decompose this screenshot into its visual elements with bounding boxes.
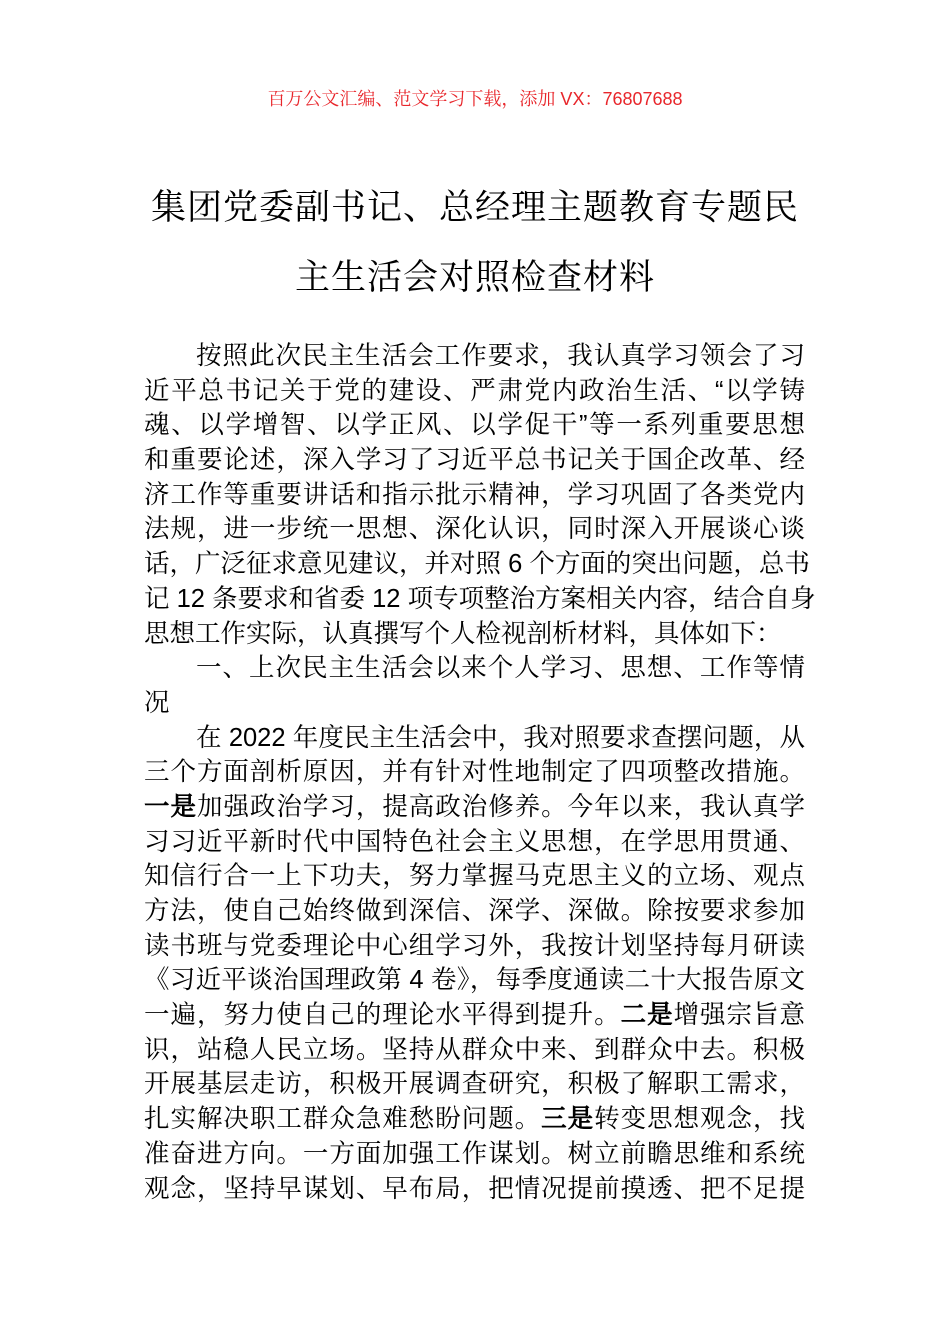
text-segment: 《习近平谈治国理政第 4 卷》，每季度通读二十大报告原文 xyxy=(144,966,805,995)
text-segment: 况 xyxy=(144,688,170,717)
body-text-line xyxy=(144,1137,805,1172)
text-segment: 知信行合一上下功夫，努力掌握马克思主义的立场、观点 xyxy=(144,862,805,891)
body-text-line xyxy=(144,894,805,929)
text-segment: 三个方面剖析原因，并有针对性地制定了四项整改措施。 xyxy=(144,758,805,787)
body-text-line xyxy=(144,547,810,582)
body-text-line xyxy=(144,859,805,894)
document-title-line-2: 主生活会对照检查材料 xyxy=(294,258,655,297)
body-text-line xyxy=(144,478,805,513)
body-text-line xyxy=(144,651,805,686)
body-text-line xyxy=(144,1172,805,1207)
body-text-line xyxy=(144,339,805,374)
text-segment: 济工作等重要讲话和指示批示精神，学习巩固了各类党内 xyxy=(144,480,805,509)
text-segment: 读书班与党委理论中心组学习外，我按计划坚持每月研读 xyxy=(144,931,805,960)
header-watermark: 百万公文汇编、范文学习下载，添加 VX：76807688 xyxy=(267,89,683,109)
text-segment: 记 12 条要求和省委 12 项专项整治方案相关内容，结合自身 xyxy=(144,584,816,613)
body-text-line xyxy=(144,721,805,756)
text-segment: 方法，使自己始终做到深信、深学、深做。除按要求参加 xyxy=(144,897,805,925)
text-segment: 开展基层走访，积极开展调查研究，积极了解职工需求， xyxy=(144,1070,805,1099)
text-segment: 一遍，努力使自己的理论水平得到提升。 xyxy=(144,1001,621,1030)
bold-lead-text: 三是 xyxy=(541,1105,595,1134)
text-segment: 在 2022 年度民主生活会中，我对照要求查摆问题，从 xyxy=(196,723,805,752)
body-text-line xyxy=(144,1067,805,1102)
body-text-line xyxy=(144,1033,805,1068)
text-segment: 习习近平新时代中国特色社会主义思想，在学思用贯通、 xyxy=(144,827,805,856)
text-segment: 准奋进方向。一方面加强工作谋划。树立前瞻思维和系统 xyxy=(144,1139,805,1168)
text-segment: 识，站稳人民立场。坚持从群众中来、到群众中去。积极 xyxy=(144,1035,805,1064)
document-body xyxy=(144,339,816,1206)
text-segment: 魂、以学增智、以学正风、以学促干”等一系列重要思想 xyxy=(144,411,805,440)
body-text-line xyxy=(144,755,805,790)
text-segment: 按照此次民主生活会工作要求，我认真学习领会了习 xyxy=(196,342,805,370)
text-segment: 法规，进一步统一思想、深化认识，同时深入开展谈心谈 xyxy=(144,515,805,544)
text-segment: 近平总书记关于党的建设、严肃党内政治生活、“以学铸 xyxy=(144,376,805,405)
body-text-line xyxy=(144,790,805,825)
text-segment: 扎实解决职工群众急难愁盼问题。 xyxy=(144,1105,542,1134)
text-segment: 思想工作实际，认真撰写个人检视剖析材料，具体如下： xyxy=(144,619,782,648)
body-text-line xyxy=(144,443,805,478)
body-text-line xyxy=(144,617,805,652)
body-text-line xyxy=(144,408,805,443)
body-text-line xyxy=(144,998,805,1033)
text-segment: 和重要论述，深入学习了习近平总书记关于国企改革、经 xyxy=(144,446,805,475)
body-text-line xyxy=(144,582,816,617)
text-segment: 观念，坚持早谋划、早布局，把情况提前摸透、把不足提 xyxy=(144,1174,805,1203)
body-text-line xyxy=(144,512,805,547)
bold-lead-text: 一是 xyxy=(144,792,197,821)
text-segment: 增强宗旨意 xyxy=(673,1001,805,1030)
body-text-line xyxy=(144,963,805,998)
body-text-line xyxy=(144,374,805,409)
text-segment: 话，广泛征求意见建议，并对照 6 个方面的突出问题，总书 xyxy=(144,550,810,579)
body-text-line xyxy=(144,929,805,964)
bold-lead-text: 二是 xyxy=(620,1001,674,1030)
body-text-line xyxy=(144,686,805,721)
text-segment: 一、上次民主生活会以来个人学习、思想、工作等情 xyxy=(196,654,805,683)
text-segment: 加强政治学习，提高政治修养。今年以来，我认真学 xyxy=(196,792,805,821)
body-text-line xyxy=(144,825,805,860)
document-title-line-1: 集团党委副书记、总经理主题教育专题民 xyxy=(150,188,799,227)
body-text-line xyxy=(144,1102,805,1137)
text-segment: 转变思想观念，找 xyxy=(594,1105,805,1134)
